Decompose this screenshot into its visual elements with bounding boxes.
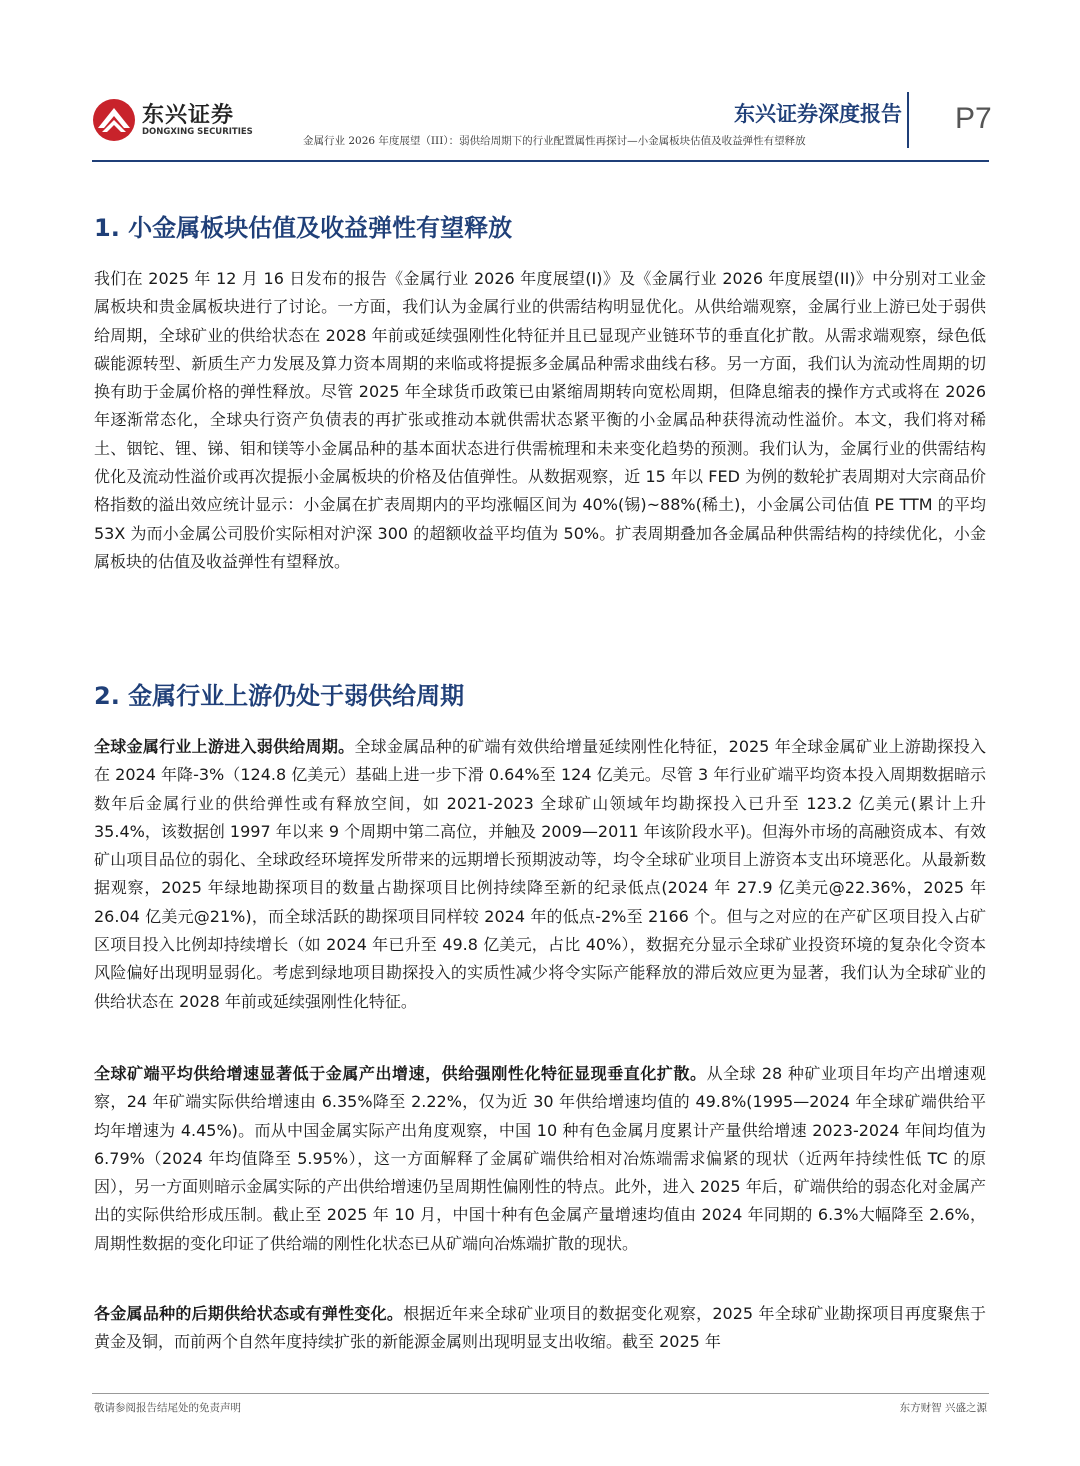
header-divider [907, 92, 909, 148]
paragraph-1-body: 全球金属品种的矿端有效供给增量延续刚性化特征，2025 年全球金属矿业上游勘探投入在 2024 年降-3%（124.8 亿美元）基础上进一步下滑 0.64%至 124 亿美元。尽管 3 年行业矿端平均资本投入周期数据暗示数年后金属行业的供给弹性或有释放空间，如 2021-2023 全球矿山领域年均勘探投入已升至 123.2 亿美元(累计上升 35.4%，该数据创 1997 年以来 9 个周期中第二高位，并触及 2009—2011 年该阶段水平)。但海外市场的高融资成本、有效矿山项目品位的弱化、全球政经环境挥发所带来的远期增长预期波动等，均令全球矿业项目上游资本支出环境恶化。从最新数据观察，2025 年绿地勘探项目的数量占勘探项目比例持续降至新的纪录低点(2024 年 27.9 亿美元@22.36%，2025 年 26.04 亿美元@21%)，而全球活跃的勘探项目同样较 2024 年的低点-2%至 2166 个。但与之对应的在产矿区项目投入占矿区项目投入比例却持续增长（如 2024 年已升至 49.8 亿美元，占比 40%），数据充分显示全球矿业投资环境的复杂化令资本风险偏好出现明显弱化。考虑到绿地项目勘探投入的实质性减少将令实际产能释放的滞后效应更为显著，我们认为全球矿业的供给状态在 2028 年前或延续强刚性化特征。 [94, 737, 986, 1011]
section-1-heading: 1. 小金属板块估值及收益弹性有望释放 [94, 214, 513, 242]
footer-disclaimer: 敬请参阅报告结尾处的免责声明 [94, 1402, 241, 1414]
section-2-heading: 2. 金属行业上游仍处于弱供给周期 [94, 682, 465, 710]
section-2-paragraph-3 [94, 1300, 986, 1357]
paragraph-1-lead: 全球金属行业上游进入弱供给周期。 [94, 737, 355, 756]
paragraph-2-lead: 全球矿端平均供给增速显著低于金属产出增速，供给强刚性化特征显现垂直化扩散。 [94, 1064, 707, 1083]
paragraph-3-lead: 各金属品种的后期供给状态或有弹性变化。 [94, 1304, 404, 1323]
header-rule [92, 160, 989, 162]
section-2-paragraph-2 [94, 1060, 986, 1258]
section-2-paragraph-1 [94, 733, 986, 1016]
section-1-paragraph: 我们在 2025 年 12 月 16 日发布的报告《金属行业 2026 年度展望(I)》及《金属行业 2026 年度展望(II)》中分别对工业金属板块和贵金属板块进行了讨论。一方面，我们认为金属行业的供需结构明显优化。从供给端观察，金属行业上游已处于弱供给周期，全球矿业的供给状态在 2028 年前或延续强刚性化特征并且已显现产业链环节的垂直化扩散。从需求端观察，绿色低碳能源转型、新质生产力发展及算力资本周期的来临或将提振多金属品种需求曲线右移。另一方面，我们认为流动性周期的切换有助于金属价格的弹性释放。尽管 2025 年全球货币政策已由紧缩周期转向宽松周期，但降息缩表的操作方式或将在 2026 年逐渐常态化，全球央行资产负债表的再扩张或推动本就供需状态紧平衡的小金属品种获得流动性溢价。本文，我们将对稀土、铟铊、锂、锑、钼和镁等小金属品种的基本面状态进行供需梳理和未来变化趋势的预测。我们认为，金属行业的供需结构优化及流动性溢价或再次提振小金属板块的价格及估值弹性。从数据观察，近 15 年以 FED 为例的数轮扩表周期对大宗商品价格指数的溢出效应统计显示：小金属在扩表周期内的平均涨幅区间为 40%(锡)~88%(稀土)，小金属公司估值 PE TTM 的平均 53X 为而小金属公司股价实际相对沪深 300 的超额收益平均值为 50%。扩表周期叠加各金属品种供需结构的持续优化，小金属板块的估值及收益弹性有望释放。 [94, 269, 986, 571]
footer-rule [92, 1393, 989, 1394]
page-number: P7 [955, 102, 992, 135]
company-logo [92, 98, 267, 146]
paragraph-3-body: 根据近年来全球矿业项目的数据变化观察，2025 年全球矿业勘探项目再度聚焦于黄金及铜，而前两个自然年度持续扩张的新能源金属则出现明显支出收缩。截至 2025 年 [94, 1304, 986, 1352]
logo-text-en: DONGXING SECURITIES [142, 127, 253, 137]
logo-mark-icon [92, 98, 136, 142]
footer-slogan: 东方财智 兴盛之源 [899, 1402, 987, 1414]
logo-text-cn: 东兴证券 [142, 103, 235, 128]
report-title: 东兴证券深度报告 [734, 102, 902, 126]
report-subtitle: 金属行业 2026 年度展望（III）：弱供给周期下的行业配置属性再探讨—小金属板块估值及收益弹性有望释放 [303, 135, 806, 147]
paragraph-2-body: 从全球 28 种矿业项目年均产出增速观察，24 年矿端实际供给增速由 6.35%降至 2.22%，仅为近 30 年供给增速均值的 49.8%(1995—2024 年全球矿端供给平均年增速为 4.45%)。而从中国金属实际产出角度观察，中国 10 种有色金属月度累计产量供给增速 2023-2024 年间均值为 6.79%（2024 年均值降至 5.95%），这一方面解释了金属矿端供给相对冶炼端需求偏紧的现状（近两年持续性低 TC 的原因），另一方面则暗示金属实际的产出供给增速仍呈周期性偏刚性的特点。此外，进入 2025 年后，矿端供给的弱态化对金属产出的实际供给形成压制。截止至 2025 年 10 月，中国十种有色金属产量增速均值由 2024 年同期的 6.3%大幅降至 2.6%，周期性数据的变化印证了供给端的刚性化状态已从矿端向冶炼端扩散的现状。 [94, 1064, 986, 1253]
